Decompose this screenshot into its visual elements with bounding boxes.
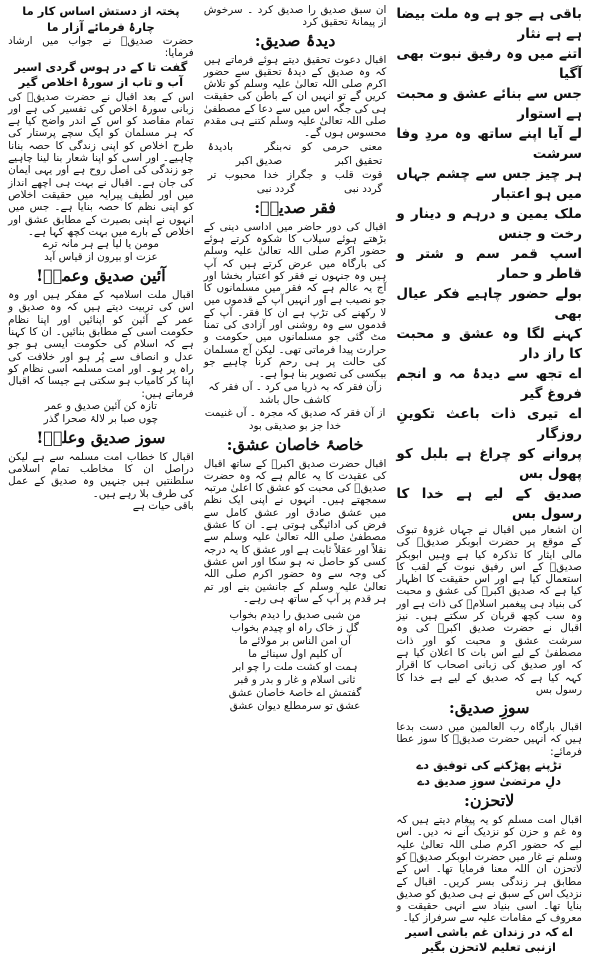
paragraph: اقبال کا خطاب امت مسلمہ سے ہے لیکن دراصل ان کا مخاطب تمام اسلامی سلطنتیں ہیں جنہیں وہ صدیق کے عمل کی طرف بلا رہے ہیں۔ (8, 450, 194, 500)
section-heading: سوزِ صدیق: (448, 698, 530, 718)
verse-hemistich: قوت قلب و جگر گردد نبی (295, 168, 383, 195)
paragraph: اقبال بارگاہ رب العالمین میں دست بدعا ہیں کہ انہیں حضرت صدیقؓ کا سوز عطا فرمائے: (396, 721, 582, 758)
verse-line: چوں صبا بر لالۂ صحرا گذر (43, 412, 159, 425)
verse-line: من شبی صدیق را دیدم بخواب (229, 609, 361, 622)
verse-line: ملک یمین و درہم و دینار و رخت و جنس (396, 206, 582, 242)
verse-hemistich: معنی حرمی کو نہ تحقیق اکبر (282, 140, 383, 167)
verse-line: ثانی اسلام و غار و بدر و قبر (234, 674, 356, 687)
section-heading: سوز صدیق وعلیؓ! (36, 427, 166, 447)
verse-line: تازہ کن آئین صدیق و عمر (44, 399, 157, 412)
verse-line: چارۂ فرمائے آزار ما (47, 19, 155, 34)
verse-line: بولے حضور چاہیے فکر عیال بھی (396, 286, 582, 322)
middle-column (199, 4, 392, 789)
paragraph: حضرت صدیقؓ نے جواب میں ارشاد فرمایا: (8, 35, 194, 60)
paragraph: ان اشعار میں اقبال نے جہاں غزوۂ تبوک کے موقع پر حضرت ابوبکر صدیقؓ کی مالی ایثار کا تذکرہ کیا ہے وہیں ابوبکر صدیقؓ کے اس رفیق نبوت کے لقب کا استعمال کیا ہے اور اس حقیقت کا اظہار کیا ہے کہ صدیق اکبرؓ کی عشق و محبت کی بنیاد ہی پیغمبر اسلامؐ کی ذات ہے اور وہ سب کچھ قربان کر سکتے ہیں۔ نیز اقبال نے حضرت صدیق اکبرؓ کی وہ سرشت عشق و محبت کو اور ذات مصطفیٰ کے لیے اس بات کا اعلان کیا ہے کہ اور صدیق کی زبانی اصحاب کا اقرار کہہ کیا ہے کہ صدیق کے لیے ہے خدا کا رسول بس (396, 524, 582, 696)
paragraph: اقبال حضرت صدیق اکبرؓ کے ساتھ اقبال کی عقیدت کا یہ عالم ہے کہ وہ حضرت صدیقؓ کی محبت کو عشق کا اعلیٰ مرتبہ سمجھتے ہیں۔ انہوں نے اپنی ایک نظم میں عشق صادق اور عشق کامل سے فرض کی ادائیگی ہوتی ہے۔ ان کا عشق مصطفیٰ صلی اللہ تعالیٰ علیہ وسلم سے نقلاً اور عقلاً ثابت ہے اور عشق کا یہ درجہ کسی کو حاصل نہ ہو سکا اور اس عشق کی وجہ سے وہ حضور اکرم صلی اللہ تعالیٰ علیہ وسلم کے جانشین بنے اور تم ہر قدم پر آپ کے ساتھ ہی رہے۔ (203, 457, 387, 605)
verse-line: زآن فقر کہ بہ ذریا می کرد ۔ آں فقر کہ کاشف حال باشد (208, 380, 382, 406)
verse-line: ہمت او کشت ملت را چو ابر (232, 661, 358, 674)
section-heading: لاتحزن: (463, 791, 515, 811)
verse-line: عزت او بیرون از قیاس آید (44, 251, 158, 264)
paragraph: اقبال امت مسلم کو یہ پیغام دیتے ہیں کہ وہ غم و حزن کو نزدیک آنے نہ دیں۔ اس لیے کہ حضور اکرم صلی اللہ تعالیٰ علیہ وسلم نے غار میں حضرت ابوبکر صدیقؓ کو لاتحزن ان اللہ معنا فرمایا تھا۔ اس کے مطابق ہر زندگی بسر کریں۔ اقبال کے نزدیک اس کے سبق نے ہی صدیق کو صدیق بنایا تھا۔ اسی بنیاد سے انہی حقیقت و معروف کے مقامات علیہ سے سرفراز کیا۔ (396, 814, 582, 925)
verse-line: عشق تو سرمطلع دیوان عشق (229, 700, 361, 713)
verse-hemistich: از خدا محبوب تر گردد نبی (207, 168, 296, 195)
verse-line: گل ز خاک راہ او چیدم بخواب (231, 622, 359, 635)
section-heading: دیدۂ صدیق: (254, 30, 336, 50)
verse-line: ہر چیز جس سے چشم جہاں میں ہو اعتبار (396, 166, 582, 202)
verse-hemistich: بنگر بادیدۂ صدیق اکبر (207, 140, 283, 167)
verse-line: کہنے لگا وہ عشق و محبت کا راز دار (396, 326, 582, 362)
couplet-line: دلِ مرتضیٰ سوزِ صدیق دے (417, 773, 562, 788)
verse-line: اسپ قمر سم و شتر و قاطر و حمار (396, 246, 582, 282)
verse-line: از آن فقر کہ صدیق کہ مجرہ ۔ آں غنیمت خدا جز بو صدیقی بود (204, 406, 386, 432)
paragraph: باقی حیات ہے (132, 500, 194, 513)
couplet-line: تڑپنے پھڑکنے کی توفیق دے (416, 758, 562, 773)
verse-line: اتنے میں وہ رفیق نبوت بھی آگیا (396, 46, 582, 82)
section-heading: فقر صدیقؓ: (254, 197, 336, 217)
verse-row (208, 140, 383, 168)
verse-line: اے تجھ سے دیدۂ مہ و انجم فروغ گیر (396, 366, 582, 402)
paragraph: اقبال کی دور حاضر میں اداسی دینی کے بڑھتے ہوئے سیلاب کا شکوہ کرتے ہوئے حضور اکرم صلی اللہ تعالیٰ علیہ وسلم کی بارگاہ میں عرض کرتے ہیں کہ آپ ہیں وہ جنہوں نے فقر کو اعتبار بخشا اور آج یہ عالم ہے کہ فقر میں مسلمانوں کا جو نصیب ہے اور انہیں آپ کے قدموں میں لا رکھنے کی تڑپ ہے ان کا فقر۔ آپ کے قدموں سے وہ روشنی اور آزادی کی تمنا مٹ گئی جو مسلمانوں میں حکومت و حرارت پیدا فرماتی تھی۔ لیکن آج مسلمان کی حالت پر ہی رحم کرنا چاہیے جو بیکسی کی تصویر بنا ہوا ہے۔ (203, 220, 387, 381)
left-column (6, 4, 199, 789)
verse-line: ان سبق صدیق را صدیق کرد ۔ سرخوش از پیمانۂ تحقیق کرد (203, 4, 387, 29)
verse-line: آب و تاب از سورۂ اخلاص گیر (18, 75, 184, 90)
right-column (391, 4, 584, 955)
verse-line: صدیق کے لیے ہے خدا کا رسول بس (396, 486, 582, 522)
section-heading: خاصۂ خاصان عشق: (226, 434, 364, 454)
paragraph: اقبال ملت اسلامیہ کے مفکر ہیں اور وہ اس کی تربیت دیتے ہیں کہ وہ صدیق و عمر کے آئین کو اپنائیں اور اپنا نظام حکومت اسی کے مطابق بنائیں۔ ان کا کہنا ہے کہ اسلام کی حکومت ایسی ہو جو عدل و انصاف سے پُر ہو اور خلافت کی راہ پر ہو۔ اور امت مسلمہ اسی نظام کو اپنا کر کامیاب ہو سکتی ہے جیسا کہ اقبال فرماتے ہیں: (8, 289, 194, 400)
verse-line: مومن یا لیا ہے ہر مانہ ترے (42, 238, 159, 251)
verse-line: لے آیا اپنے ساتھ وہ مردِ وفا سرشت (396, 126, 582, 162)
verse-line: گفت تا کے در ہوس گردی اسیر (14, 59, 188, 74)
verse-row (208, 168, 383, 196)
paragraph: اس کے بعد اقبال نے حضرت صدیقؓ کی زبانی سورۂ اخلاص کی تفسیر کی ہے اور تمام مقاصد کو اس کے اندر واضح کیا ہے کہ ہر مسلمان کو ایک سچے پرستار کی طرح اخلاص کو اپنی زندگی کا حصہ بنانا چاہیے۔ اور اسی کو اپنا شعار بنا لینا چاہیے جو زندگی کی اصل روح ہے اور یہی ایمان کی جان ہے۔ اقبال نے بہت ہی اچھے انداز میں اور لطیف پیرایہ میں حقیقت اخلاص کو اپنی نظم کا حصہ بنایا ہے۔ جس میں انہوں نے اپنی بصیرت کے مطابق عشق اور اخلاص کے بارے میں بہت کچھ کہا ہے۔ (8, 90, 194, 238)
paragraph: اقبال دعوت تحقیق دیتے ہوئے فرماتے ہیں کہ وہ صدیق کے دیدۂ تحقیق سے حضور اکرم صلی اللہ تعالیٰ علیہ وسلم کو تلاش کریں گے تو انہیں ان کے باطن کی حقیقت ہی کی جگہ اس میں سے دعا کے مصطفیٰ صلی اللہ تعالیٰ علیہ وسلم کتنے ہی مقدم محسوس ہوں گے۔ (203, 53, 387, 140)
verse-line: پروانے کو چراغ ہے بلبل کو پھول بس (396, 446, 582, 482)
verse-line: باقی ہے جو ہے وہ ملت بیضا ہے ہے نثار (396, 6, 582, 42)
verse-line: جس سے بنائے عشق و محبت ہے استوار (396, 86, 582, 122)
verse-line: گفتمش اے خاصۂ خاصان عشق (228, 687, 362, 700)
verse-line: اے تیری ذات باعث تکوینِ روزگار (396, 406, 582, 442)
verse-line: آں کلیم اول سینائے ما (248, 648, 342, 661)
section-heading: آئین صدیق وعمرؓ! (36, 266, 166, 286)
verse-line: اے کہ در زندان غم باشی اسیر ازنبی تعلیم لاتحزن بگیر (405, 924, 573, 955)
verse-line: پختہ از دستش اساس کار ما (22, 4, 180, 18)
verse-line: آں امن الناس بر مولائے ما (239, 635, 351, 648)
